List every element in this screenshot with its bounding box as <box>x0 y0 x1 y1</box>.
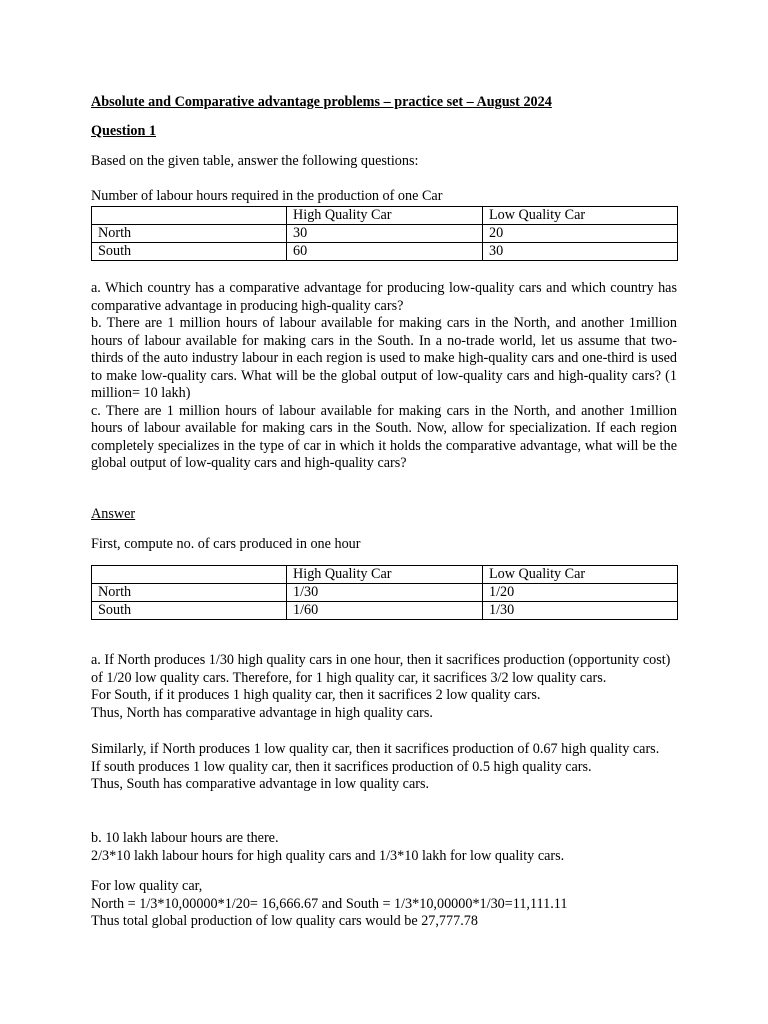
table-cell: High Quality Car <box>287 566 483 584</box>
answer-heading: Answer <box>91 506 136 522</box>
table-cell <box>92 566 287 584</box>
table-cell: 30 <box>483 243 678 261</box>
answer-a-para-6: Thus, South has comparative advantage in low quality cars. <box>91 776 430 792</box>
table-cell: Low Quality Car <box>483 566 678 584</box>
labour-hours-table <box>91 206 677 261</box>
answer-a-para-4: Similarly, if North produces 1 low quality car, then it sacrifices production of 0.67 high quality cars. <box>91 741 660 757</box>
table-cell: North <box>92 584 287 602</box>
intro-text: Based on the given table, answer the following questions: <box>91 153 419 169</box>
answer-intro: First, compute no. of cars produced in one hour <box>91 536 361 552</box>
table-cell: 60 <box>287 243 483 261</box>
document-title: Absolute and Comparative advantage problems – practice set – August 2024 <box>91 94 552 110</box>
answer-a-para-1: a. If North produces 1/30 high quality cars in one hour, then it sacrifices production (opportunity cost) of 1/20 low quality cars. Therefore, for 1 high quality car, it sacrifices 3/2 low quality cars. <box>91 652 671 686</box>
table-cell: 1/30 <box>483 602 678 620</box>
question-c: c. There are 1 million hours of labour available for making cars in the North, and another 1million hours of labour available for making cars in the South. Now, allow for specialization. If each region completely specializes in the type of car in which it holds the comparative advantage, what will be the global output of low-quality cars and high-quality cars? <box>91 402 677 471</box>
table-cell: South <box>92 602 287 620</box>
cars-per-hour-table <box>91 565 677 620</box>
question-b: b. There are 1 million hours of labour available for making cars in the North, and another 1million hours of labour available for making cars in the South. In a no-trade world, let us assume that two-thirds of the auto industry labour in each region is used to make high-quality cars and one-third is used to make low-quality cars. What will be the global output of low-quality cars and high-quality cars? (1 million= 10 lakh) <box>91 315 677 401</box>
table-cell: 30 <box>287 225 483 243</box>
answer-b-para-5: Thus total global production of low quality cars would be 27,777.78 <box>91 913 478 929</box>
table-row <box>92 243 678 261</box>
table1-caption: Number of labour hours required in the production of one Car <box>91 188 443 204</box>
table-header-row <box>92 566 678 584</box>
questions-block <box>91 280 677 473</box>
table-cell: High Quality Car <box>287 207 483 225</box>
table-header-row <box>92 207 678 225</box>
answer-b-para-2: 2/3*10 lakh labour hours for high quality cars and 1/3*10 lakh for low quality cars. <box>91 847 565 864</box>
answer-a2-block <box>91 741 677 794</box>
answer-b-para-3: For low quality car, <box>91 878 203 894</box>
answer-a-para-3: Thus, North has comparative advantage in high quality cars. <box>91 704 433 721</box>
table-cell: 20 <box>483 225 678 243</box>
table-cell <box>92 207 287 225</box>
answer-b-para-4: North = 1/3*10,00000*1/20= 16,666.67 and South = 1/3*10,00000*1/30=11,111.11 <box>91 895 568 912</box>
table-row <box>92 602 678 620</box>
table-cell: South <box>92 243 287 261</box>
question-heading: Question 1 <box>91 123 157 139</box>
table-cell: Low Quality Car <box>483 207 678 225</box>
table-row <box>92 584 678 602</box>
answer-b-block <box>91 830 677 865</box>
answer-b-para-1: b. 10 lakh labour hours are there. <box>91 830 279 846</box>
answer-a-para-5: If south produces 1 low quality car, then it sacrifices production of 0.5 high quality cars. <box>91 758 592 775</box>
answer-a-para-2: For South, if it produces 1 high quality car, then it sacrifices 2 low quality cars. <box>91 687 541 703</box>
table-cell: North <box>92 225 287 243</box>
table-cell: 1/20 <box>483 584 678 602</box>
table-row <box>92 225 678 243</box>
table-cell: 1/60 <box>287 602 483 620</box>
answer-b2-block <box>91 878 677 931</box>
table-cell: 1/30 <box>287 584 483 602</box>
question-a: a. Which country has a comparative advantage for producing low-quality cars and which country has comparative advantage in producing high-quality cars? <box>91 280 677 314</box>
answer-a-block <box>91 652 677 722</box>
